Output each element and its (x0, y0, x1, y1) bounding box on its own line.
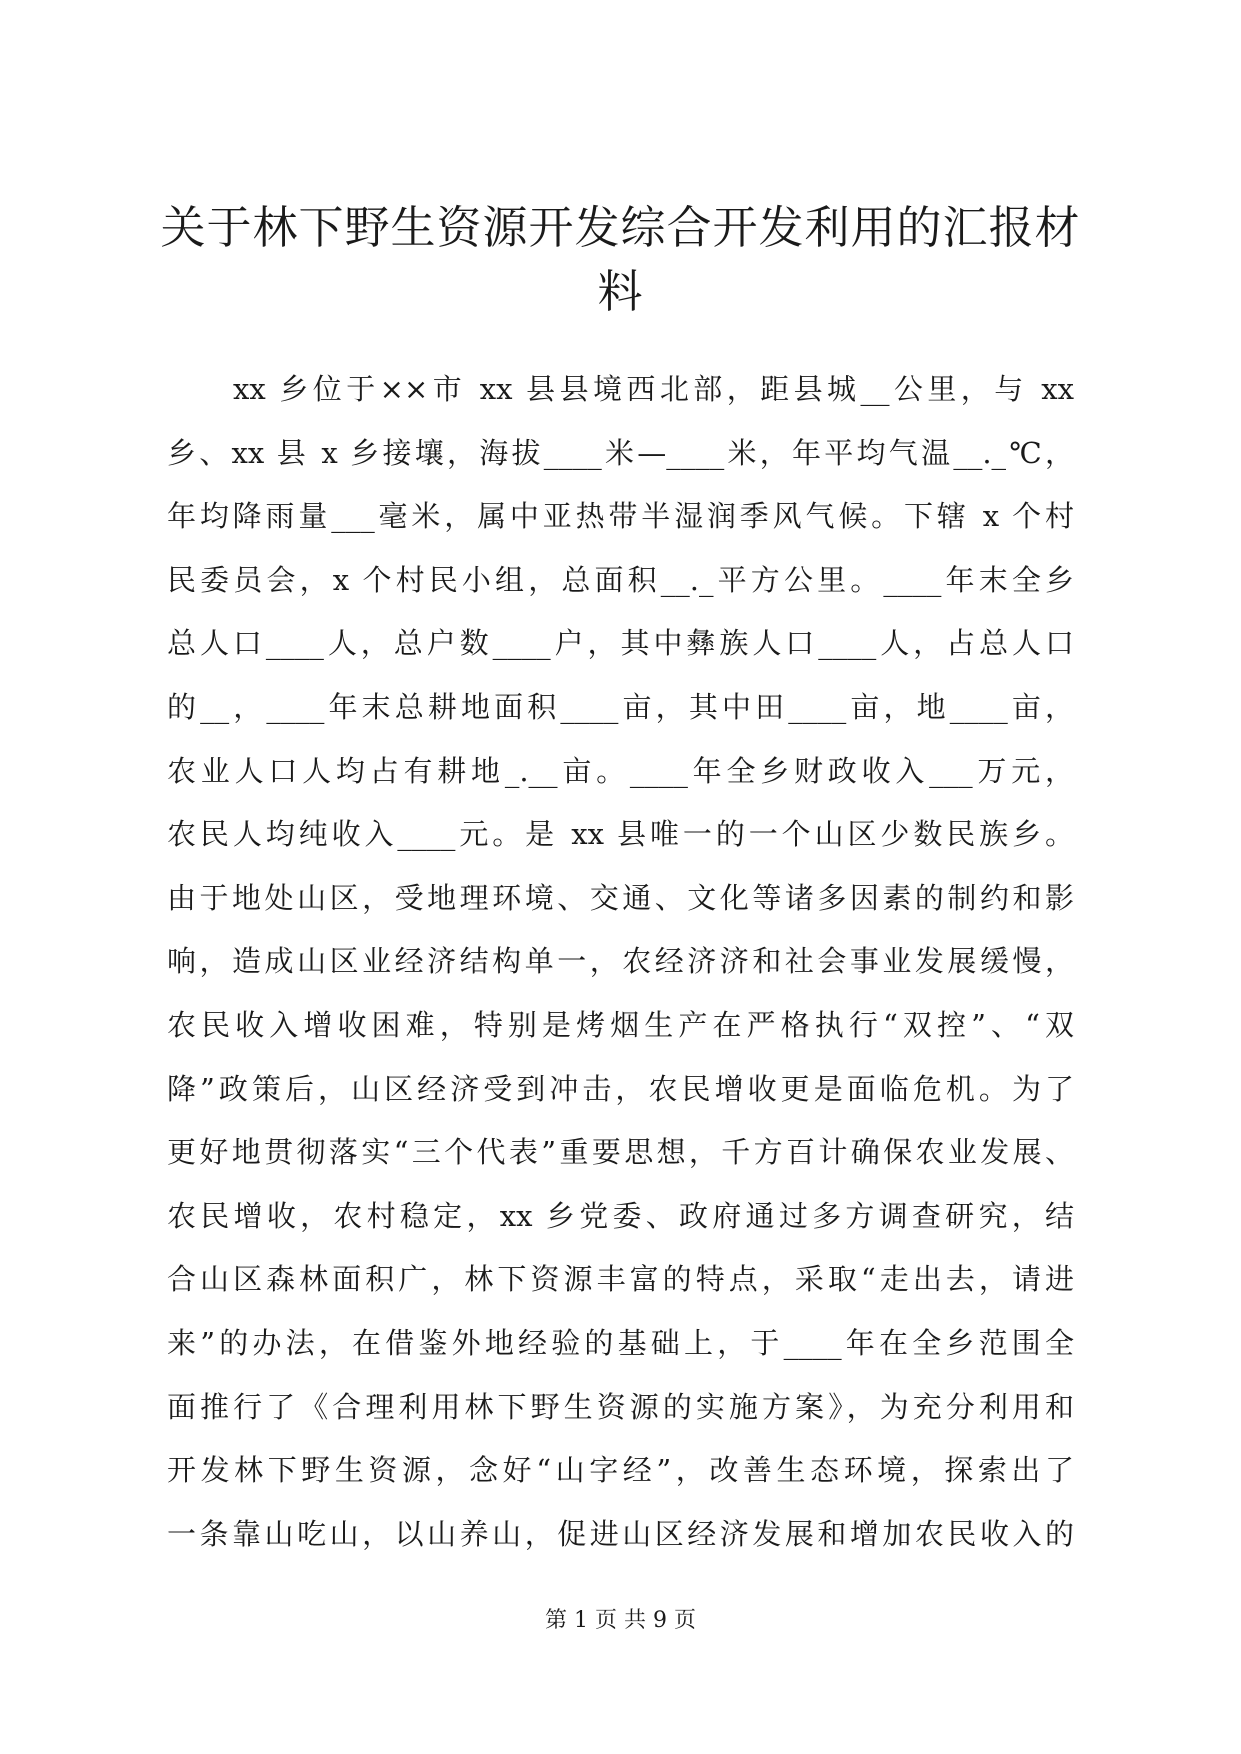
body-line: 的__，____年末总耕地面积____亩，其中田____亩，地____亩， (167, 689, 1074, 724)
body-line: 一条靠山吃山，以山养山，促进山区经济发展和增加农民收入的 (167, 1516, 1074, 1551)
body-line: 降”政策后，山区经济受到冲击，农民增收更是面临危机。为了 (167, 1071, 1074, 1106)
body-line: 面推行了《合理利用林下野生资源的实施方案》，为充分利用和 (167, 1389, 1074, 1424)
body-line: 民委员会，x 个村民小组，总面积__._平方公里。____年末全乡 (167, 562, 1074, 597)
document-body (167, 358, 1074, 1566)
body-line: 由于地处山区，受地理环境、交通、文化等诸多因素的制约和影 (167, 880, 1074, 915)
page-footer: 第 1 页 共 9 页 (545, 1608, 696, 1633)
document-title-line: 料 (597, 265, 644, 318)
body-line: 更好地贯彻落实“三个代表”重要思想，千方百计确保农业发展、 (167, 1135, 1074, 1170)
body-line: xx 乡位于××市 xx 县县境西北部，距县城__公里，与 xx (233, 372, 1074, 406)
body-line: 开发林下野生资源，念好“山字经”，改善生态环境，探索出了 (167, 1453, 1074, 1488)
body-line: 农民收入增收困难，特别是烤烟生产在严格执行“双控”、“双 (167, 1007, 1074, 1042)
body-line: 响，造成山区业经济结构单一，农经济济和社会事业发展缓慢， (167, 944, 1074, 979)
body-line: 农民人均纯收入____元。是 xx 县唯一的一个山区少数民族乡。 (167, 817, 1074, 852)
document-title (150, 196, 1091, 324)
document-title-line: 关于林下野生资源开发综合开发利用的汇报材 (160, 201, 1081, 254)
body-line: 年均降雨量___毫米，属中亚热带半湿润季风气候。下辖 x 个村 (167, 499, 1074, 534)
body-line: 农业人口人均占有耕地_.__亩。____年全乡财政收入___万元， (167, 753, 1074, 788)
body-line: 来”的办法，在借鉴外地经验的基础上，于____年在全乡范围全 (167, 1325, 1074, 1360)
body-line: 农民增收，农村稳定，xx 乡党委、政府通过多方调查研究，结 (167, 1198, 1074, 1233)
body-line: 乡、xx 县 x 乡接壤，海拔____米—____米，年平均气温__._℃， (167, 435, 1074, 470)
body-line: 合山区森林面积广，林下资源丰富的特点，采取“走出去，请进 (167, 1262, 1074, 1297)
body-line: 总人口____人，总户数____户，其中彝族人口____人，占总人口 (167, 626, 1074, 661)
